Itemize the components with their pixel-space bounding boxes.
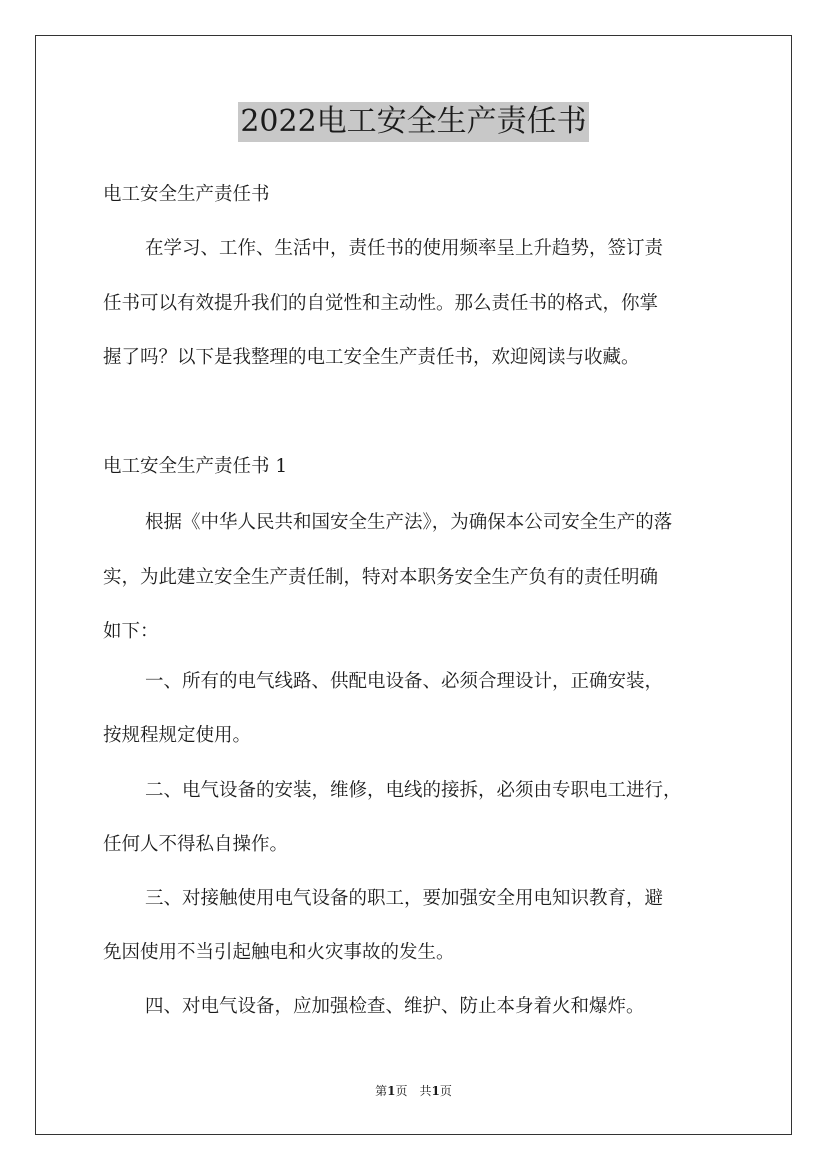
footer-prefix: 第: [375, 1084, 388, 1098]
section-heading: 电工安全生产责任书 1: [103, 456, 288, 477]
body-line-4: 一、所有的电气线路、供配电设备、必须合理设计，正确安装，: [145, 671, 664, 692]
intro-line-3: 握了吗？以下是我整理的电工安全生产责任书，欢迎阅读与收藏。: [103, 347, 640, 368]
document-title: 2022电工安全生产责任书: [238, 102, 588, 142]
body-line-1: 根据《中华人民共和国安全生产法》，为确保本公司安全生产的落: [145, 512, 673, 533]
intro-line-1: 在学习、工作、生活中，责任书的使用频率呈上升趋势，签订责: [145, 238, 664, 259]
body-line-8: 三、对接触使用电气设备的职工，要加强安全用电知识教育，避: [145, 888, 664, 909]
title-container: [0, 102, 827, 142]
body-line-6: 二、电气设备的安装，维修，电线的接拆，必须由专职电工进行，: [145, 780, 682, 801]
footer-page-total: 1: [431, 1084, 440, 1098]
body-line-2: 实，为此建立安全生产责任制，特对本职务安全生产负有的责任明确: [103, 567, 659, 588]
body-line-9: 免因使用不当引起触电和火灾事故的发生。: [103, 942, 455, 963]
intro-line-2: 任书可以有效提升我们的自觉性和主动性。那么责任书的格式，你掌: [103, 293, 659, 314]
footer-suffix: 页: [439, 1084, 452, 1098]
footer-mid: 页 共: [395, 1084, 432, 1098]
body-line-5: 按规程规定使用。: [103, 725, 252, 746]
body-line-7: 任何人不得私自操作。: [103, 834, 289, 855]
subtitle: 电工安全生产责任书: [103, 184, 270, 205]
footer-page-current: 1: [387, 1084, 396, 1098]
body-line-3: 如下：: [103, 621, 159, 642]
page-footer: [0, 1083, 827, 1099]
body-line-10: 四、对电气设备，应加强检查、维护、防止本身着火和爆炸。: [145, 996, 645, 1017]
